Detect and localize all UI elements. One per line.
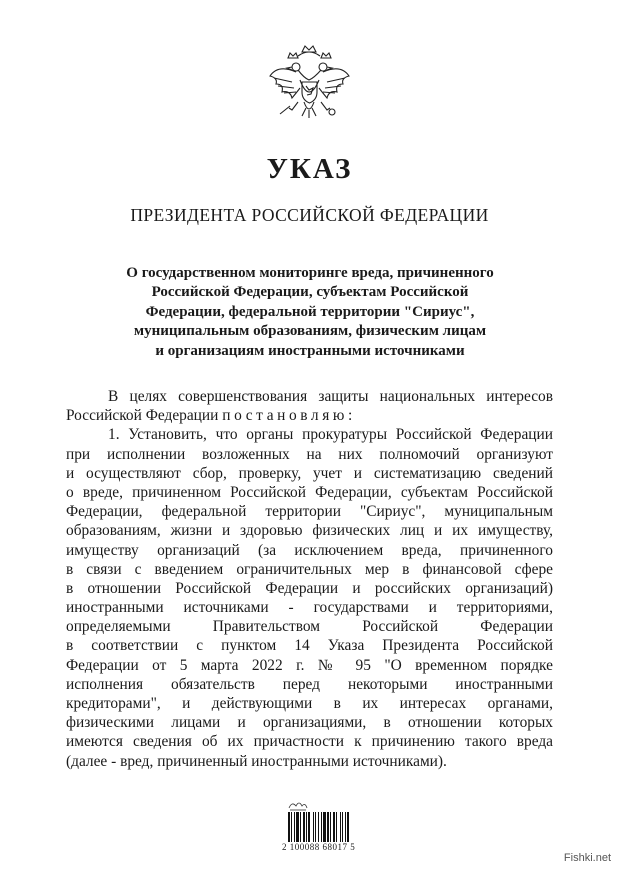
decree-body xyxy=(66,387,553,771)
heading-line: Федерации, федеральной территории "Сириус", xyxy=(145,303,475,320)
decree-keyword: постановляю: xyxy=(222,407,356,425)
body-line: определяемыми Правительством Российской Федерации xyxy=(66,618,553,636)
body-line: 1. Установить, что органы прокуратуры Российской Федерации xyxy=(108,426,553,444)
body-line: исполнения обязательств перед некоторыми иностранными xyxy=(66,675,553,693)
body-line: в связи с введением ограничительных мер в финансовой сфере xyxy=(66,560,553,578)
barcode-number: 2 100088 68017 5 xyxy=(282,842,356,852)
watermark: Fishki.net xyxy=(563,852,611,864)
body-line: о вреде, причиненном Российской Федерации, субъектам Российской xyxy=(66,483,553,501)
body-line: в отношении Российской Федерации и российских организаций) xyxy=(66,579,553,597)
body-line: имуществу организаций (за исключением вреда, причиненного xyxy=(66,541,553,559)
barcode-icon xyxy=(288,812,372,842)
heading-line: муниципальным образованиям, физическим лицам xyxy=(133,323,487,340)
body-line: образованиям, жизни и здоровью физических лиц и их имуществу, xyxy=(66,522,553,540)
document-subtitle: ПРЕЗИДЕНТА РОССИЙСКОЙ ФЕДЕРАЦИИ xyxy=(130,205,489,225)
body-line: имеются сведения об их причастности к причинению такого вреда xyxy=(66,733,553,751)
document-title: УКАЗ xyxy=(266,153,353,185)
body-line: (далее - вред, причиненный иностранными источниками). xyxy=(66,752,447,770)
body-line: в соответствии с пунктом 14 Указа Президента Российской xyxy=(66,637,553,655)
body-line: иностранными источниками - государствами и территориями, xyxy=(66,599,553,617)
body-line: Федерации от 5 марта 2022 г. № 95 "О временном порядке xyxy=(66,656,553,674)
print-stamp-icon xyxy=(286,798,310,812)
body-line: кредиторами", и действующими в их интересах органами, xyxy=(66,695,553,712)
body-line: при исполнении возложенных на них полномочий организуют xyxy=(66,445,553,463)
body-text: Российской Федерации xyxy=(66,407,223,425)
body-line: Федерации, федеральной территории "Сириус", муниципальным xyxy=(66,503,553,521)
heading-line: и организациям иностранными источниками xyxy=(155,342,465,359)
body-line xyxy=(66,406,553,425)
heading-line: О государственном мониторинге вреда, причиненного xyxy=(126,265,494,281)
coat-of-arms-icon xyxy=(264,42,355,142)
body-line: В целях совершенствования защиты национальных интересов xyxy=(108,388,553,405)
body-line: и осуществляют сбор, проверку, учет и систематизацию сведений xyxy=(66,464,553,482)
decree-heading xyxy=(95,264,525,361)
heading-line: Российской Федерации, субъектам Российской xyxy=(151,284,469,301)
body-line: физическими лицами и организациями, в отношении которых xyxy=(66,714,553,732)
